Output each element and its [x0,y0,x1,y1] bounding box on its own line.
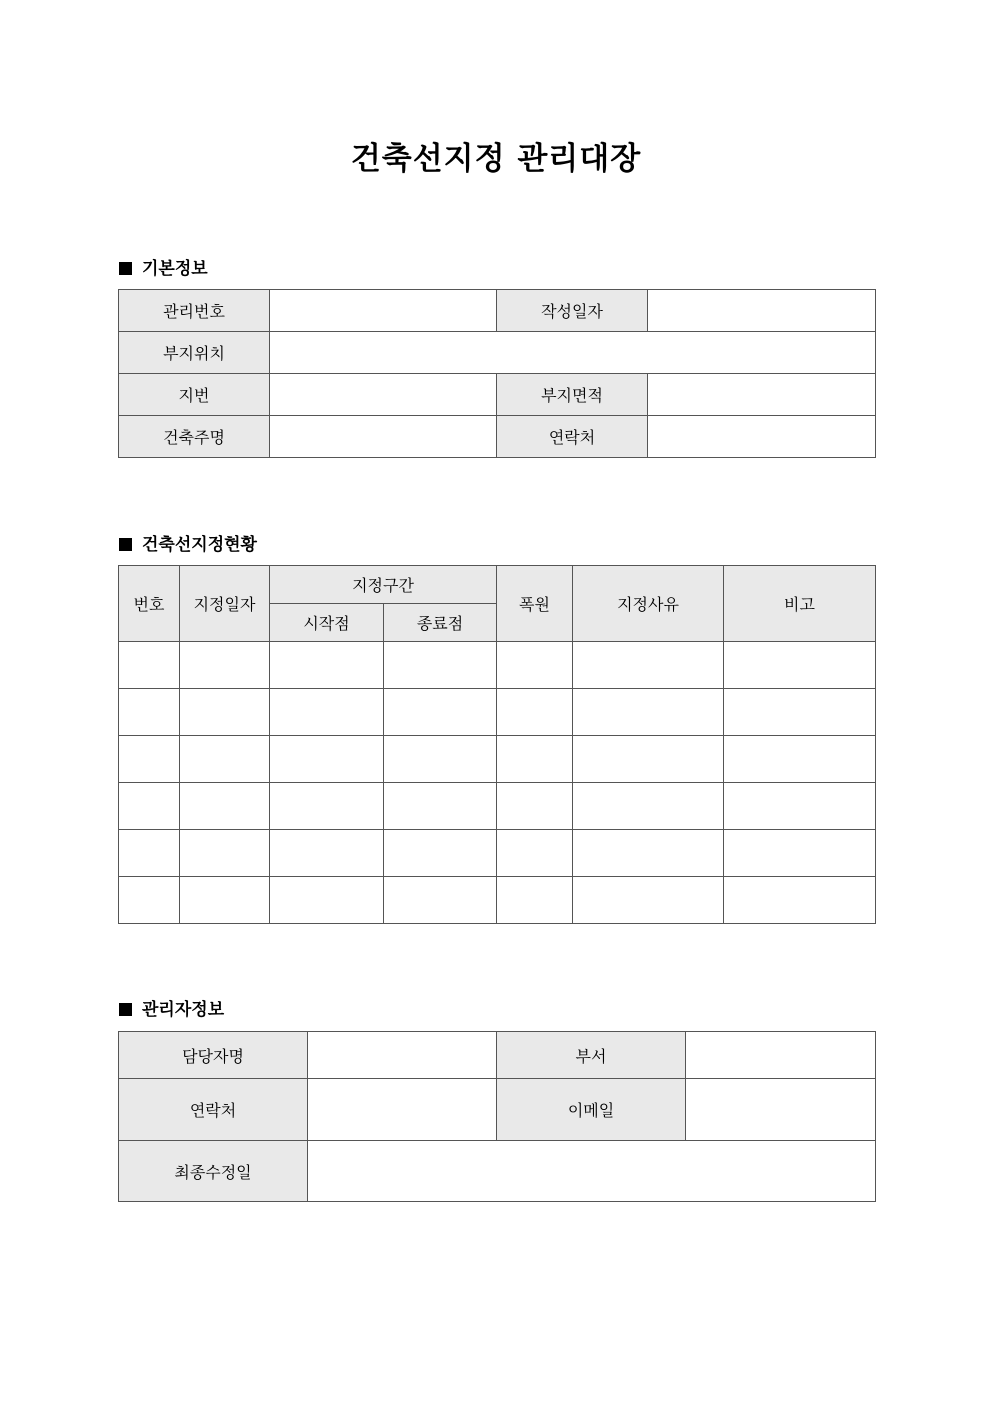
table-cell[interactable] [497,830,573,877]
label-modified: 최종수정일 [119,1141,308,1202]
created-date-field[interactable] [648,290,876,332]
section-heading-basic [119,254,208,279]
table-cell[interactable] [573,689,724,736]
square-bullet-icon [119,1003,132,1016]
header-section: 지정구간 [270,566,497,604]
table-cell[interactable] [180,736,270,783]
person-field[interactable] [308,1032,497,1079]
table-cell[interactable] [573,783,724,830]
table-cell[interactable] [497,877,573,924]
square-bullet-icon [119,262,132,275]
table-cell[interactable] [497,689,573,736]
contact-field[interactable] [648,416,876,458]
label-site-area: 부지면적 [497,374,648,416]
table-cell[interactable] [180,830,270,877]
table-cell[interactable] [270,642,384,689]
label-owner: 건축주명 [119,416,270,458]
label-contact: 연락처 [497,416,648,458]
header-start: 시작점 [270,604,384,642]
page-title: 건축선지정 관리대장 [350,141,642,177]
dept-field[interactable] [686,1032,876,1079]
table-cell[interactable] [384,877,497,924]
header-reason: 지정사유 [573,566,724,642]
header-remarks: 비고 [724,566,876,642]
header-no: 번호 [119,566,180,642]
header-width: 폭원 [497,566,573,642]
table-cell[interactable] [180,642,270,689]
table-cell[interactable] [119,689,180,736]
table-cell[interactable] [724,783,876,830]
section-heading-status [119,530,257,555]
table-row [119,830,876,877]
mgmt-no-field[interactable] [270,290,497,332]
table-cell[interactable] [573,736,724,783]
section-title: 관리자정보 [142,1000,225,1020]
label-email: 이메일 [497,1079,686,1141]
label-lot-no: 지번 [119,374,270,416]
table-cell[interactable] [724,877,876,924]
table-cell[interactable] [573,877,724,924]
email-field[interactable] [686,1079,876,1141]
table-cell[interactable] [180,689,270,736]
lot-no-field[interactable] [270,374,497,416]
modified-field[interactable] [308,1141,876,1202]
table-cell[interactable] [384,736,497,783]
label-mgmt-no: 관리번호 [119,290,270,332]
label-created-date: 작성일자 [497,290,648,332]
table-cell[interactable] [270,736,384,783]
basic-info-table [118,289,876,458]
table-cell[interactable] [119,830,180,877]
site-location-field[interactable] [270,332,876,374]
table-cell[interactable] [119,736,180,783]
header-date: 지정일자 [180,566,270,642]
table-cell[interactable] [119,877,180,924]
section-title: 기본정보 [142,259,208,279]
table-cell[interactable] [119,642,180,689]
table-row [119,736,876,783]
manager-info-table [118,1031,876,1202]
table-cell[interactable] [180,783,270,830]
owner-field[interactable] [270,416,497,458]
table-cell[interactable] [573,830,724,877]
table-cell[interactable] [724,830,876,877]
table-cell[interactable] [270,877,384,924]
table-cell[interactable] [119,783,180,830]
table-cell[interactable] [497,642,573,689]
label-manager-contact: 연락처 [119,1079,308,1141]
table-cell[interactable] [497,736,573,783]
table-row [119,783,876,830]
header-end: 종료점 [384,604,497,642]
square-bullet-icon [119,538,132,551]
table-cell[interactable] [724,736,876,783]
table-cell[interactable] [384,642,497,689]
table-cell[interactable] [384,830,497,877]
status-table [118,565,876,924]
table-cell[interactable] [497,783,573,830]
section-title: 건축선지정현황 [142,535,257,555]
table-cell[interactable] [573,642,724,689]
table-row [119,642,876,689]
table-row [119,689,876,736]
site-area-field[interactable] [648,374,876,416]
table-cell[interactable] [270,830,384,877]
table-cell[interactable] [270,783,384,830]
table-cell[interactable] [270,689,384,736]
table-cell[interactable] [384,689,497,736]
label-dept: 부서 [497,1032,686,1079]
label-person: 담당자명 [119,1032,308,1079]
label-site-location: 부지위치 [119,332,270,374]
manager-contact-field[interactable] [308,1079,497,1141]
table-cell[interactable] [724,689,876,736]
table-cell[interactable] [384,783,497,830]
section-heading-manager [119,995,224,1020]
table-cell[interactable] [724,642,876,689]
table-cell[interactable] [180,877,270,924]
table-row [119,877,876,924]
